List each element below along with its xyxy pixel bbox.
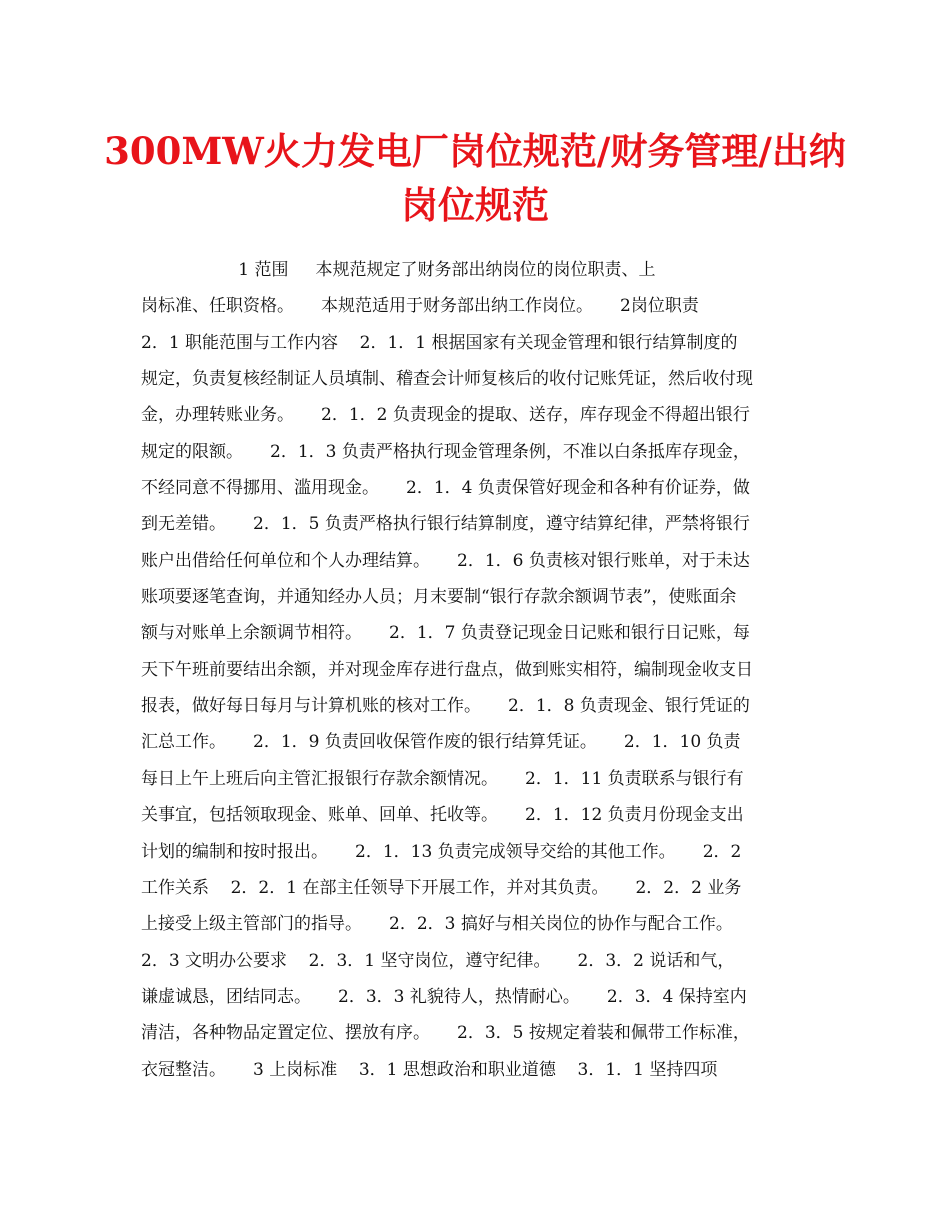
body-line: 每日上午上班后向主管汇报银行存款余额情况。 2．1．11 负责联系与银行有	[141, 768, 744, 789]
body-line: 金，办理转账业务。 2．1．2 负责现金的提取、送存，库存现金不得超出银行	[141, 405, 750, 426]
body-line: 天下午班前要结出余额，并对现金库存进行盘点，做到账实相符，编制现金收支日	[141, 659, 753, 680]
body-line: 账户出借给任何单位和个人办理结算。 2．1．6 负责核对银行账单，对于未达	[141, 550, 750, 571]
body-line: 关事宜，包括领取现金、账单、回单、托收等。 2．1．12 负责月份现金支出	[141, 805, 744, 826]
title-line: 岗位规范	[401, 183, 549, 227]
body-line: 2．1 职能范围与工作内容 2．1．1 根据国家有关现金管理和银行结算制度的	[141, 332, 738, 353]
body-line: 到无差错。 2．1．5 负责严格执行银行结算制度，遵守结算纪律，严禁将银行	[141, 514, 750, 535]
body-line: 不经同意不得挪用、滥用现金。 2．1．4 负责保管好现金和各种有价证券，做	[141, 478, 750, 499]
document-title	[100, 124, 850, 232]
body-line: 计划的编制和按时报出。 2．1．13 负责完成领导交给的其他工作。 2．2	[141, 841, 742, 862]
body-line: 谦虚诚恳，团结同志。 2．3．3 礼貌待人，热情耐心。 2．3．4 保持室内	[141, 986, 747, 1007]
body-line: 清洁，各种物品定置定位、摆放有序。 2．3．5 按规定着装和佩带工作标准，	[141, 1023, 750, 1044]
body-line: 账项要逐笔查询，并通知经办人员；月末要制“银行存款余额调节表”，使账面余	[141, 587, 737, 608]
document-body	[141, 252, 821, 1088]
title-line: 300MW火力发电厂岗位规范/财务管理/出纳	[104, 129, 846, 173]
body-line: 汇总工作。 2．1．9 负责回收保管作废的银行结算凭证。 2．1．10 负责	[141, 732, 741, 753]
body-line: 2．3 文明办公要求 2．3．1 坚守岗位，遵守纪律。 2．3．2 说话和气，	[141, 950, 735, 971]
body-line: 上接受上级主管部门的指导。 2．2．3 搞好与相关岗位的协作与配合工作。	[141, 914, 733, 935]
body-line: 额与对账单上余额调节相符。 2．1．7 负责登记现金日记账和银行日记账，每	[141, 623, 750, 644]
body-line: 工作关系 2．2．1 在部主任领导下开展工作，并对其负责。 2．2．2 业务	[141, 877, 742, 898]
body-line: 衣冠整洁。 3 上岗标准 3．1 思想政治和职业道德 3．1．1 坚持四项	[141, 1059, 718, 1080]
body-line: 岗标准、任职资格。 本规范适用于财务部出纳工作岗位。 2岗位职责	[141, 296, 699, 317]
body-line: 规定的限额。 2．1．3 负责严格执行现金管理条例，不准以白条抵库存现金，	[141, 441, 750, 462]
body-line: 1 范围 本规范规定了财务部出纳岗位的岗位职责、上	[141, 260, 656, 280]
body-line: 报表，做好每日每月与计算机账的核对工作。 2．1．8 负责现金、银行凭证的	[141, 696, 750, 717]
body-line: 规定，负责复核经制证人员填制、稽查会计师复核后的收付记账凭证，然后收付现	[141, 369, 753, 390]
